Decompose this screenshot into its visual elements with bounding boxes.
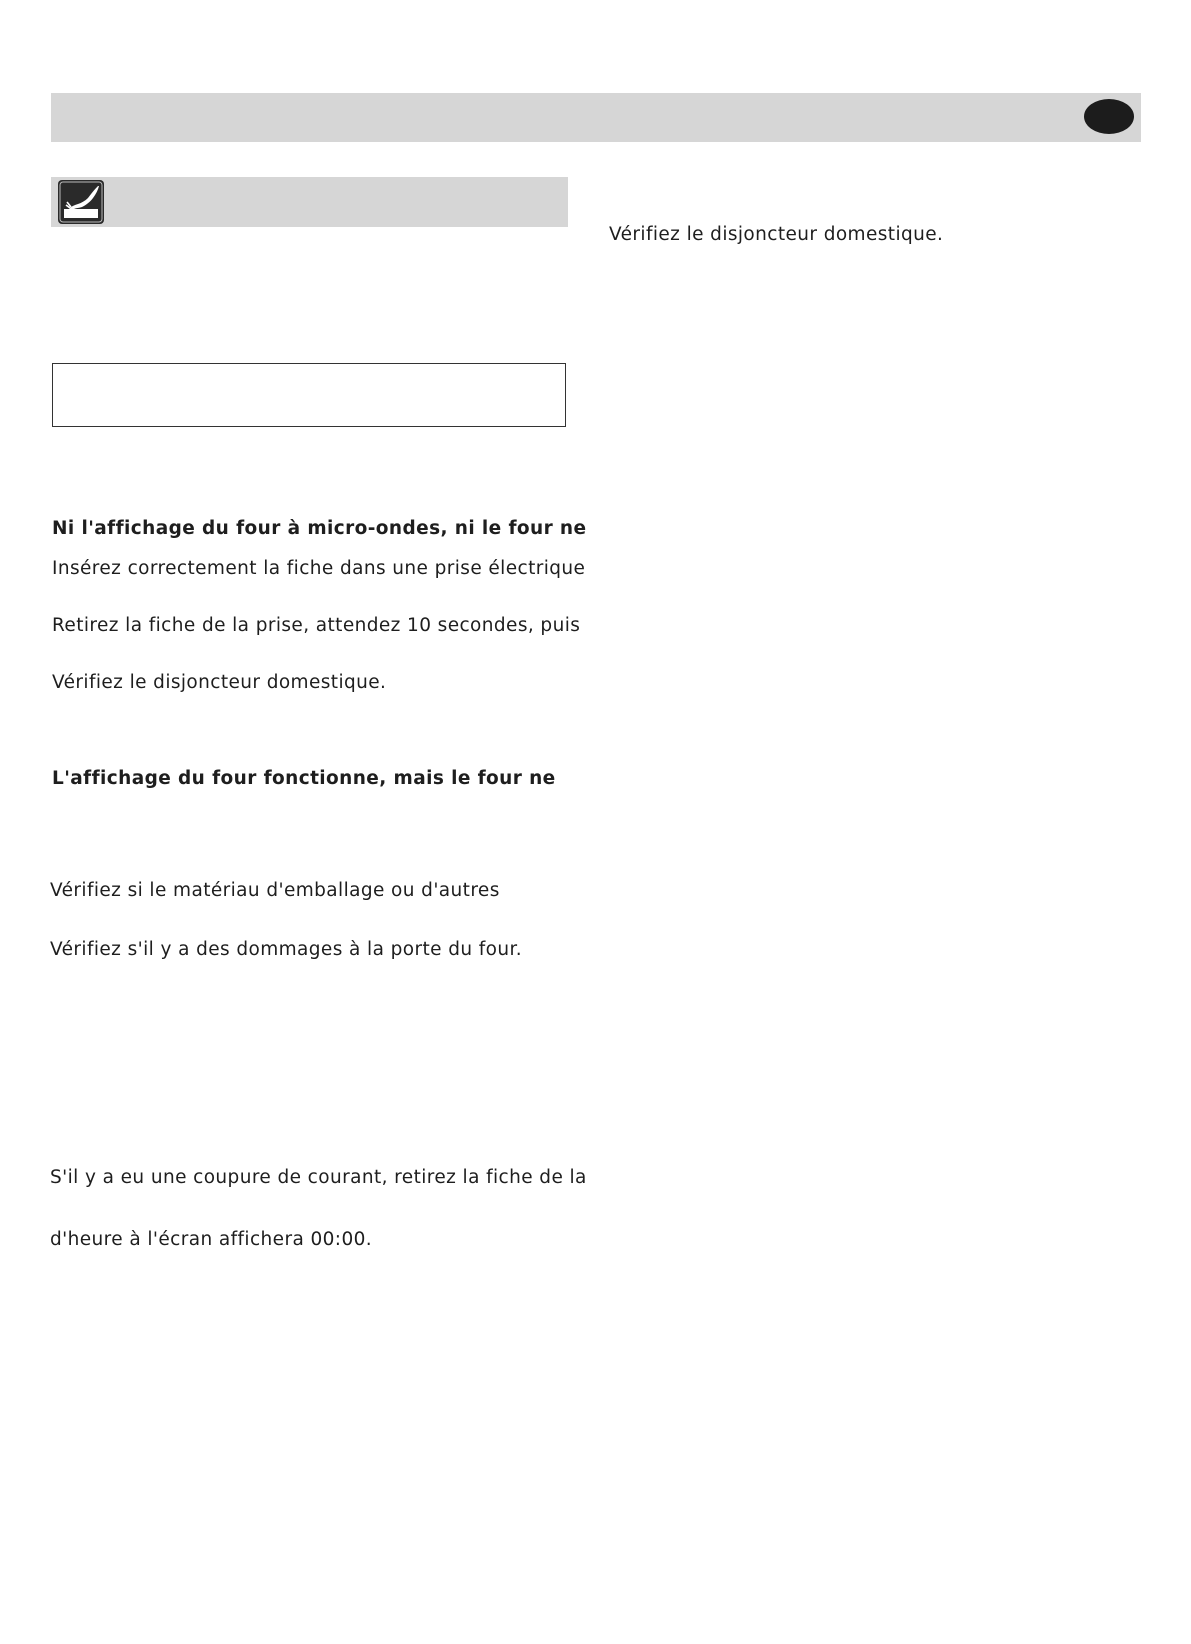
section-header: [51, 177, 568, 227]
check-packaging-text: Vérifiez si le matériau d'emballage ou d'autres: [50, 880, 500, 901]
clock-display-text: d'heure à l'écran affichera 00:00.: [50, 1229, 373, 1250]
empty-frame: [52, 363, 566, 427]
check-door-text: Vérifiez s'il y a des dommages à la porte du four.: [50, 939, 523, 960]
heading-no-display: Ni l'affichage du four à micro-ondes, ni le four ne: [52, 518, 587, 539]
language-badge: [1084, 99, 1134, 134]
header-bar: [51, 93, 1141, 142]
check-breaker-text: Vérifiez le disjoncteur domestique.: [52, 672, 387, 693]
check-plug-text: Insérez correctement la fiche dans une prise électrique: [52, 558, 586, 579]
hand-pressing-icon: [58, 180, 104, 224]
right-check-breaker-text: Vérifiez le disjoncteur domestique.: [609, 224, 944, 245]
unplug-wait-text: Retirez la fiche de la prise, attendez 10 secondes, puis: [52, 615, 581, 636]
power-outage-text: S'il y a eu une coupure de courant, retirez la fiche de la: [50, 1167, 587, 1188]
heading-display-works: L'affichage du four fonctionne, mais le four ne: [52, 768, 556, 789]
